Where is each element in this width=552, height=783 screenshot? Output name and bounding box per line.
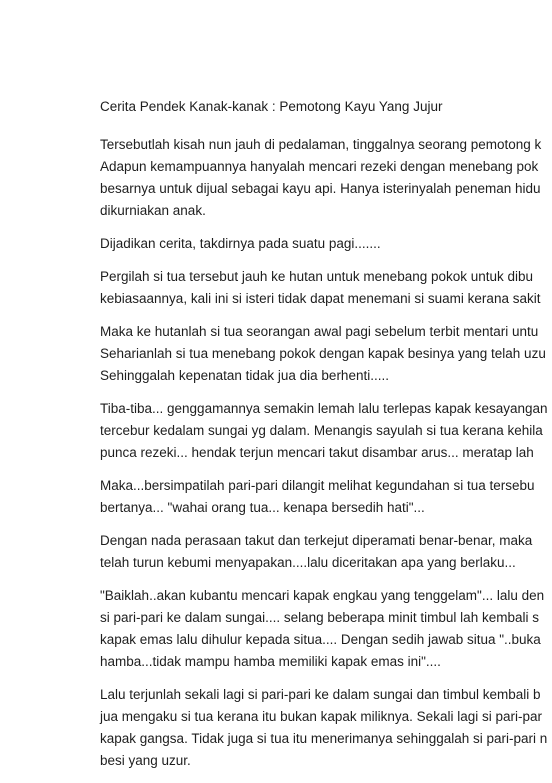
paragraph (100, 266, 552, 310)
text-line: punca rezeki... hendak terjun mencari takut disambar arus... meratap lah (100, 445, 534, 460)
text-line: si pari-pari ke dalam sungai.... selang beberapa minit timbul lah kembali s (100, 610, 539, 625)
text-line: dikurniakan anak. (100, 203, 206, 218)
text-line: kebiasaannya, kali ini si isteri tidak dapat menemani si suami kerana sakit (100, 291, 541, 306)
text-line: Pergilah si tua tersebut jauh ke hutan untuk menebang pokok untuk dibu (100, 269, 534, 284)
text-line: tercebur kedalam sungai yg dalam. Menangis sayulah si tua kerana kehila (100, 423, 543, 438)
text-line: Seharianlah si tua menebang pokok dengan kapak besinya yang telah uzu (100, 346, 546, 361)
text-line: Lalu terjunlah sekali lagi si pari-pari ke dalam sungai dan timbul kembali b (100, 687, 541, 702)
text-line: jua mengaku si tua kerana itu bukan kapak miliknya. Sekali lagi si pari-par (100, 709, 542, 724)
text-line: hamba...tidak mampu hamba memiliki kapak emas ini".... (100, 654, 441, 669)
paragraph (100, 321, 552, 387)
text-line: Sehinggalah kepenatan tidak jua dia berhenti..... (100, 368, 389, 383)
paragraph (100, 585, 552, 673)
text-line: bertanya... "wahai orang tua... kenapa bersedih hati"... (100, 500, 425, 515)
text-line: Dengan nada perasaan takut dan terkejut diperamati benar-benar, maka (100, 533, 533, 548)
paragraph (100, 134, 552, 222)
paragraph (100, 475, 552, 519)
document-title: Cerita Pendek Kanak-kanak : Pemotong Kayu Yang Jujur (100, 99, 443, 114)
paragraph (100, 233, 552, 255)
paragraph-list (100, 134, 552, 772)
document-body (100, 96, 552, 783)
paragraph (100, 530, 552, 574)
text-line: Maka ke hutanlah si tua seorangan awal pagi sebelum terbit mentari untu (100, 324, 539, 339)
paragraph (100, 684, 552, 772)
text-line: Tersebutlah kisah nun jauh di pedalaman, tinggalnya seorang pemotong k (100, 137, 542, 152)
paragraph (100, 398, 552, 464)
text-line: kapak emas lalu dihulur kepada situa.... Dengan sedih jawab situa "..buka (100, 632, 541, 647)
text-line: besarnya untuk dijual sebagai kayu api. Hanya isterinyalah peneman hidu (100, 181, 541, 196)
text-line: besi yang uzur. (100, 753, 191, 768)
text-line: Tiba-tiba... genggamannya semakin lemah lalu terlepas kapak kesayangan (100, 401, 548, 416)
text-line: Maka...bersimpatilah pari-pari dilangit melihat kegundahan si tua tersebu (100, 478, 535, 493)
text-line: Dijadikan cerita, takdirnya pada suatu pagi....... (100, 236, 381, 251)
text-line: kapak gangsa. Tidak juga si tua itu menerimanya sehinggalah si pari-pari n (100, 731, 548, 746)
text-line: Adapun kemampuannya hanyalah mencari rezeki dengan menebang pok (100, 159, 539, 174)
text-line: "Baiklah..akan kubantu mencari kapak engkau yang tenggelam"... lalu den (100, 588, 545, 603)
text-line: telah turun kebumi menyapakan....lalu diceritakan apa yang berlaku... (100, 555, 516, 570)
